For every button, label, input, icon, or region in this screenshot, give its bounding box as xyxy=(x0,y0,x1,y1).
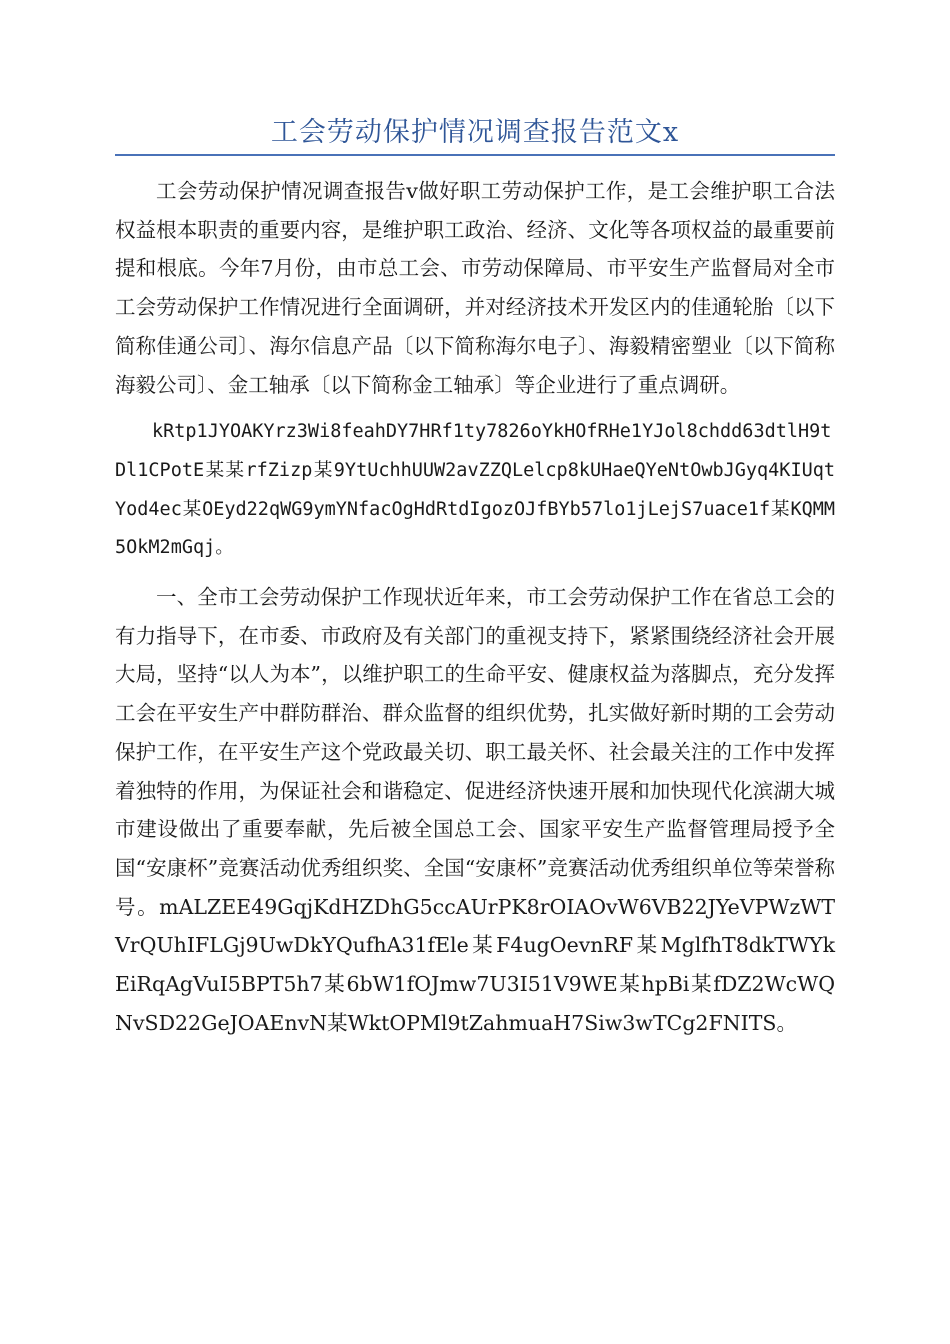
document-body xyxy=(115,172,835,1042)
title-underline xyxy=(115,154,835,156)
paragraph-code-string: kRtp1JYOAKYrz3Wi8feahDY7HRf1ty7826oYkHOfRHe1YJol8chdd63dtlH9tDl1CPotE某某rfZizp某9YtUchhUUW2avZZQLelcp8kUHaeQYeNtOwbJGyq4KIUqtYod4ec某OEyd22qWG9ymYNfacOgHdRtdIgozOJfBYb57lo1jLejS7uace1f某KQMM5OkM2mGqj。 xyxy=(115,421,835,559)
document-title: 工会劳动保护情况调查报告范文x xyxy=(270,117,680,148)
paragraph-section-one: 一、全市工会劳动保护工作现状近年来，市工会劳动保护工作在省总工会的有力指导下，在市委、市政府及有关部门的重视支持下，紧紧围绕经济社会开展大局，坚持“以人为本”，以维护职工的生命平安、健康权益为落脚点，充分发挥工会在平安生产中群防群治、群众监督的组织优势，扎实做好新时期的工会劳动保护工作，在平安生产这个党政最关切、职工最关怀、社会最关注的工作中发挥着独特的作用，为保证社会和谐稳定、促进经济快速开展和加快现代化滨湖大城市建设做出了重要奉献，先后被全国总工会、国家平安生产监督管理局授予全国“安康杯”竞赛活动优秀组织奖、全国“安康杯”竞赛活动优秀组织单位等荣誉称号。mALZEE49GqjKdHZDhG5ccAUrPK8rOIAOvW6VB22JYeVPWzWTVrQUhIFLGj9UwDkYQufhA31fEle某F4ugOevnRF某MglfhT8dkTWYkEiRqAgVuI5BPT5h7某6bW1fOJmw7U3I51V9WE某hpBi某fDZ2WcWQNvSD22GeJOAEnvN某WktOPMl9tZahmuaH7Siw3wTCg2FNITS。 xyxy=(115,585,835,1035)
paragraph-intro: 工会劳动保护情况调查报告v做好职工劳动保护工作，是工会维护职工合法权益根本职责的重要内容，是维护职工政治、经济、文化等各项权益的最重要前提和根底。今年7月份，由市总工会、市劳动保障局、市平安生产监督局对全市工会劳动保护工作情况进行全面调研，并对经济技术开发区内的佳通轮胎〔以下简称佳通公司〕、海尔信息产品〔以下简称海尔电子〕、海毅精密塑业〔以下简称海毅公司〕、金工轴承〔以下简称金工轴承〕等企业进行了重点调研。 xyxy=(115,179,835,397)
